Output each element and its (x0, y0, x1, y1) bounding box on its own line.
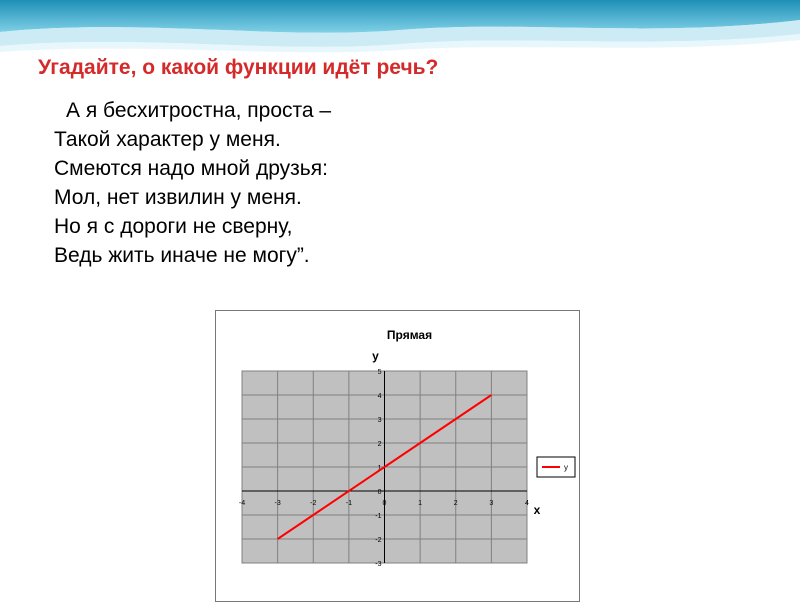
x-tick-label: -2 (310, 500, 317, 507)
line-chart (216, 311, 579, 601)
y-tick-label: 0 (377, 489, 382, 496)
poem-line: Мол, нет извилин у меня. (54, 186, 302, 209)
x-axis-label: x (533, 503, 541, 517)
x-tick-label: -4 (238, 500, 246, 507)
chart-title: Прямая (386, 328, 433, 342)
x-tick-label: 3 (489, 500, 494, 507)
y-axis-label: y (372, 349, 379, 363)
y-tick-label: 2 (377, 441, 382, 448)
x-tick-label: -3 (274, 500, 281, 507)
poem (54, 96, 554, 270)
y-tick-label: 1 (377, 465, 382, 472)
poem-line: Такой характер у меня. (54, 128, 281, 151)
x-tick-label: 1 (418, 500, 423, 507)
x-tick-label: 4 (525, 500, 529, 507)
poem-line: А я бесхитростна, проста – (66, 99, 332, 122)
y-tick-label: 4 (377, 393, 382, 400)
x-tick-label: 0 (382, 500, 387, 507)
legend-label: y (564, 463, 568, 472)
y-tick-label: -1 (375, 513, 382, 520)
y-tick-label: -3 (375, 561, 382, 568)
x-tick-label: 2 (453, 500, 458, 507)
poem-line: Смеются надо мной друзья: (54, 157, 328, 180)
poem-line: Ведь жить иначе не могу”. (54, 244, 310, 267)
y-tick-label: 5 (377, 369, 382, 376)
header-banner (0, 0, 800, 55)
poem-line: Но я с дороги не сверну, (54, 215, 293, 238)
x-tick-label: -1 (345, 500, 352, 507)
chart-container (215, 310, 580, 602)
y-tick-label: 3 (377, 417, 382, 424)
y-tick-label: -2 (375, 537, 382, 544)
slide-title: Угадайте, о какой функции идёт речь? (38, 56, 439, 79)
